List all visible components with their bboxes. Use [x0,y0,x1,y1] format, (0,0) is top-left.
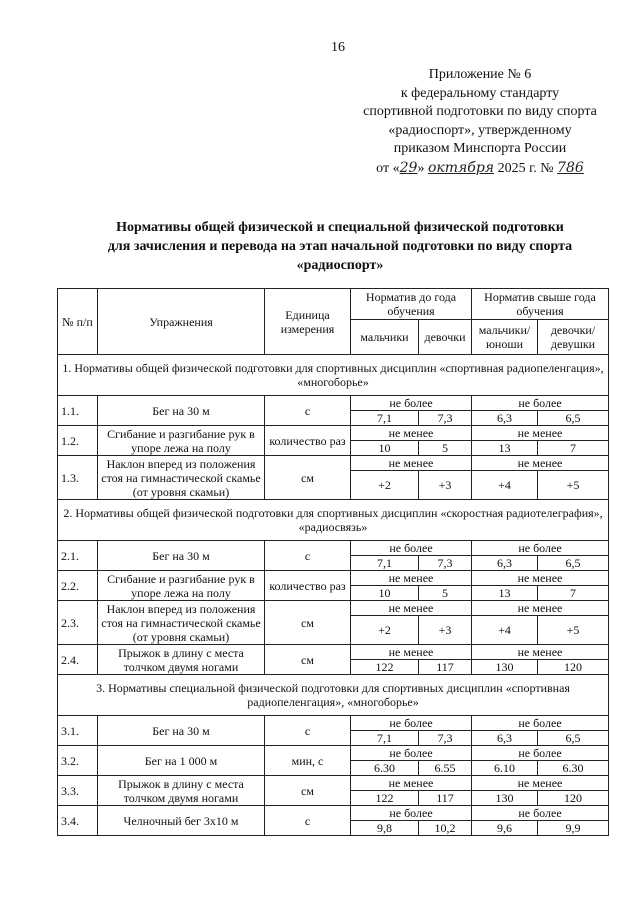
condition-after-first-year: не более [472,806,609,821]
table-row [58,456,609,471]
row-number: 2.2. [58,571,98,601]
table-row [58,776,609,791]
exercise-name: Бег на 30 м [98,716,265,746]
value-girls: 5 [419,441,472,456]
appendix-line: Приложение № 6 [428,67,532,82]
value-boys-youths: 6,3 [472,411,538,426]
condition-first-year: не более [351,746,472,761]
condition-after-first-year: не менее [472,426,609,441]
value-girls: 10,2 [419,821,472,836]
row-number: 1.3. [58,456,98,500]
header-girls-young-women: девочки/ девушки [538,320,609,355]
row-number: 3.2. [58,746,98,776]
condition-after-first-year: не менее [472,601,609,616]
value-girls: 7,3 [419,556,472,571]
page-number: 16 [331,40,345,55]
value-boys: 10 [351,586,419,601]
unit: см [265,776,351,806]
value-girls: +3 [419,616,472,645]
title-line: для зачисления и перевода на этап начальной подготовки по виду спорта [107,239,573,254]
appendix-header [330,66,630,178]
unit: с [265,806,351,836]
condition-first-year: не более [351,541,472,556]
header-num: № п/п [58,289,98,355]
condition-first-year: не менее [351,601,472,616]
unit: мин, с [265,746,351,776]
exercise-name: Челночный бег 3x10 м [98,806,265,836]
value-girls: 6.55 [419,761,472,776]
row-number: 2.3. [58,601,98,645]
value-boys-youths: 13 [472,441,538,456]
condition-after-first-year: не менее [472,645,609,660]
exercise-name: Бег на 30 м [98,541,265,571]
header-group-first-year: Норматив до года обучения [351,289,472,320]
value-girls-young-women: 120 [538,791,609,806]
value-boys: 7,1 [351,556,419,571]
condition-after-first-year: не более [472,746,609,761]
exercise-name: Прыжок в длину с места толчком двумя ногами [98,645,265,675]
title-line: «радиоспорт» [296,258,384,273]
value-girls-young-women: 6,5 [538,411,609,426]
exercise-name: Сгибание и разгибание рук в упоре лежа на полу [98,426,265,456]
value-girls-young-women: 6,5 [538,556,609,571]
value-girls-young-women: 7 [538,586,609,601]
condition-after-first-year: не менее [472,571,609,586]
table-row [58,601,609,616]
unit: см [265,645,351,675]
table-row [58,541,609,556]
appendix-line: приказом Минспорта России [393,141,567,156]
condition-first-year: не менее [351,426,472,441]
document-title [60,218,620,275]
table-row [58,645,609,660]
row-number: 2.4. [58,645,98,675]
value-boys-youths: +4 [472,616,538,645]
exercise-name: Прыжок в длину с места толчком двумя ногами [98,776,265,806]
exercise-name: Наклон вперед из положения стоя на гимнастической скамье (от уровня скамьи) [98,601,265,645]
condition-first-year: не менее [351,776,472,791]
row-number: 3.3. [58,776,98,806]
condition-first-year: не менее [351,456,472,471]
value-girls-young-women: 7 [538,441,609,456]
value-girls-young-women: 120 [538,660,609,675]
date-mid: » [417,160,425,176]
standards-table [57,288,609,836]
unit: с [265,396,351,426]
value-boys: 7,1 [351,411,419,426]
section-title: 1. Нормативы общей физической подготовки для спортивных дисциплин «спортивная радиопеленгация», «многоборье» [58,355,609,396]
table-row [58,806,609,821]
value-boys-youths: +4 [472,471,538,500]
value-girls: 7,3 [419,411,472,426]
value-girls-young-women: +5 [538,616,609,645]
value-boys: 6.30 [351,761,419,776]
unit: с [265,541,351,571]
condition-after-first-year: не более [472,716,609,731]
section-header-row [58,500,609,541]
value-boys: 122 [351,791,419,806]
exercise-name: Бег на 1 000 м [98,746,265,776]
value-girls: 117 [419,660,472,675]
title-line: Нормативы общей физической и специальной физической подготовки [116,220,564,235]
unit: количество раз [265,571,351,601]
row-number: 3.4. [58,806,98,836]
handwritten-month: октября [427,159,495,176]
condition-first-year: не менее [351,571,472,586]
appendix-line: спортивной подготовки по виду спорта [363,104,597,119]
exercise-name: Бег на 30 м [98,396,265,426]
unit: с [265,716,351,746]
value-girls: 7,3 [419,731,472,746]
value-boys-youths: 6,3 [472,556,538,571]
value-boys-youths: 6,3 [472,731,538,746]
condition-first-year: не более [351,396,472,411]
condition-after-first-year: не менее [472,456,609,471]
header-exercise: Упражнения [98,289,265,355]
value-girls-young-women: 9,9 [538,821,609,836]
section-title: 3. Нормативы специальной физической подготовки для спортивных дисциплин «спортивная радиопеленгация», «многоборье» [58,675,609,716]
value-boys-youths: 13 [472,586,538,601]
table-row [58,746,609,761]
header-group-after-first-year: Норматив свыше года обучения [472,289,609,320]
value-boys: 122 [351,660,419,675]
table-row [58,426,609,441]
unit: см [265,601,351,645]
condition-after-first-year: не менее [472,776,609,791]
handwritten-day: 29 [399,159,418,176]
value-boys-youths: 130 [472,791,538,806]
condition-after-first-year: не более [472,396,609,411]
value-girls: 117 [419,791,472,806]
condition-first-year: не более [351,716,472,731]
value-boys: 10 [351,441,419,456]
value-boys: +2 [351,616,419,645]
value-girls-young-women: 6,5 [538,731,609,746]
header-boys-youths: мальчики/ юноши [472,320,538,355]
row-number: 1.2. [58,426,98,456]
value-girls-young-women: 6.30 [538,761,609,776]
value-boys-youths: 9,6 [472,821,538,836]
handwritten-order-number: 786 [557,159,584,176]
header-girls: девочки [419,320,472,355]
order-date-line [330,159,630,179]
value-boys: +2 [351,471,419,500]
row-number: 3.1. [58,716,98,746]
appendix-line: к федеральному стандарту [400,85,560,101]
condition-first-year: не менее [351,645,472,660]
exercise-name: Сгибание и разгибание рук в упоре лежа на полу [98,571,265,601]
row-number: 2.1. [58,541,98,571]
section-header-row [58,355,609,396]
value-boys: 7,1 [351,731,419,746]
table-row [58,396,609,411]
value-girls: 5 [419,586,472,601]
exercise-name: Наклон вперед из положения стоя на гимнастической скамье (от уровня скамьи) [98,456,265,500]
section-title: 2. Нормативы общей физической подготовки для спортивных дисциплин «скоростная радиотелеграфия», «радиосвязь» [58,500,609,541]
unit: количество раз [265,426,351,456]
appendix-line: «радиоспорт», утвержденному [388,122,572,138]
value-boys-youths: 130 [472,660,538,675]
value-boys: 9,8 [351,821,419,836]
value-boys-youths: 6.10 [472,761,538,776]
table-row [58,571,609,586]
date-prefix: от « [376,160,400,176]
unit: см [265,456,351,500]
table-row [58,716,609,731]
condition-after-first-year: не более [472,541,609,556]
section-header-row [58,675,609,716]
date-year: 2025 г. № [497,160,554,176]
condition-first-year: не более [351,806,472,821]
header-boys: мальчики [351,320,419,355]
header-unit: Единица измерения [265,289,351,355]
row-number: 1.1. [58,396,98,426]
value-girls: +3 [419,471,472,500]
value-girls-young-women: +5 [538,471,609,500]
